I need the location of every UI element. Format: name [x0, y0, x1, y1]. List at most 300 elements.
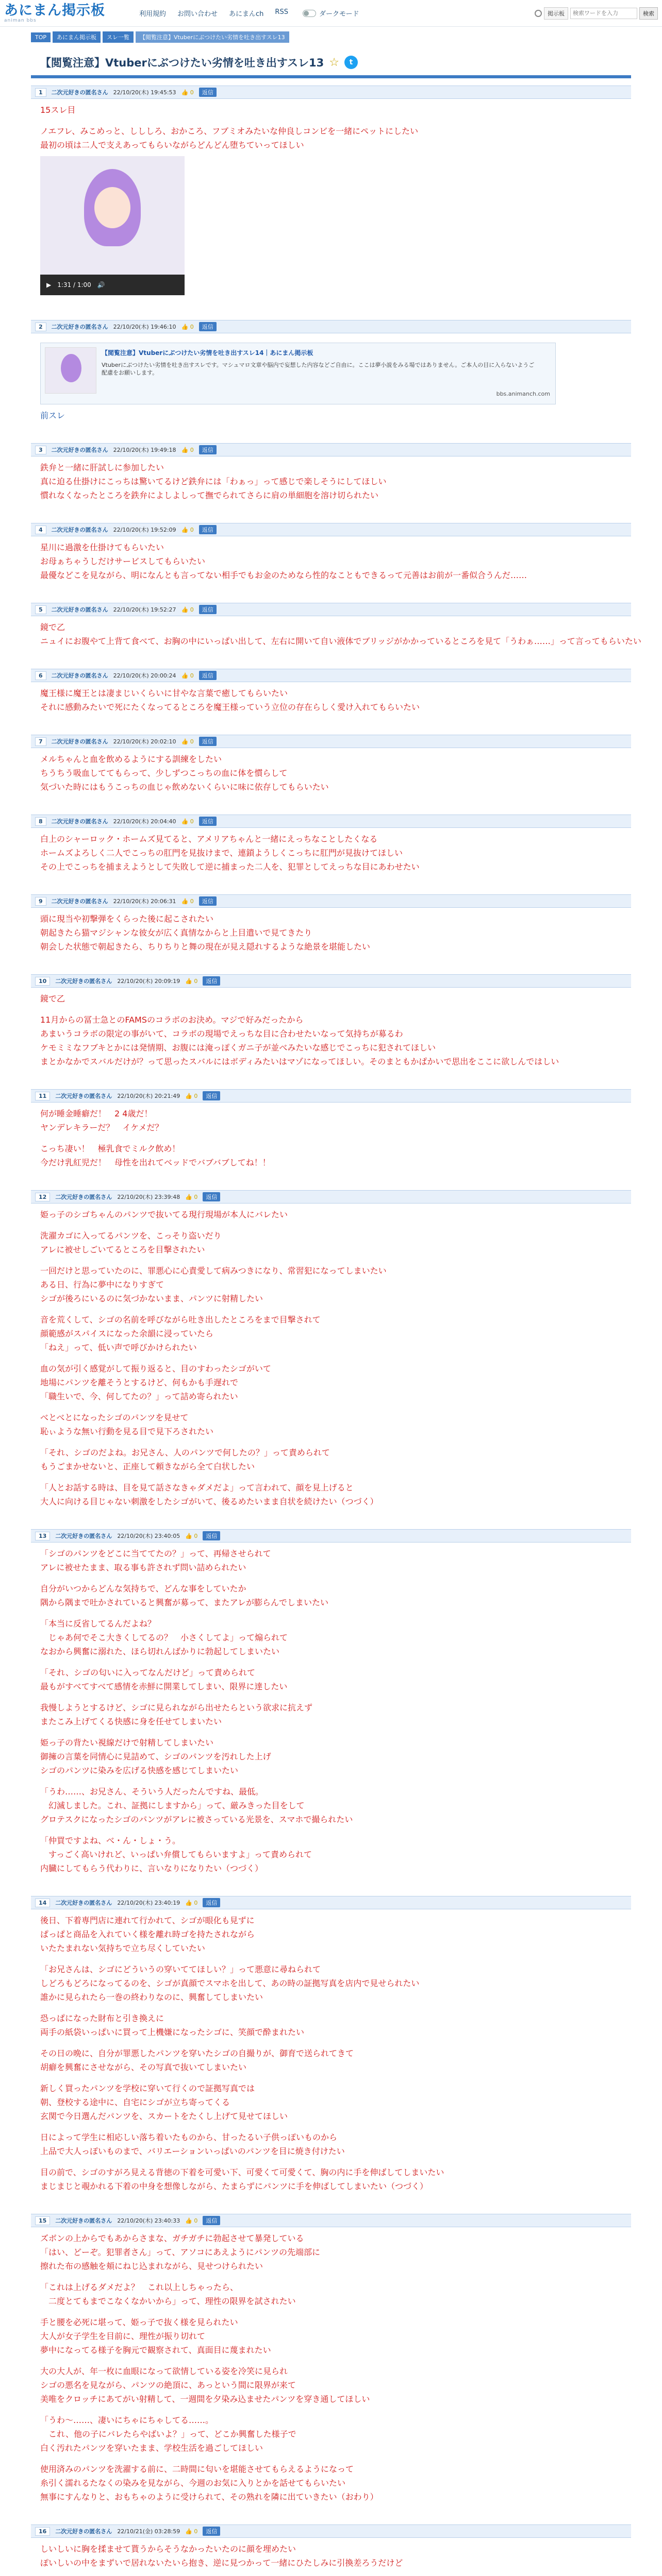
preview-description: Vtuberにぶつけたい劣情を吐き出すスレです。マシュマロ文章や脳内で妄想した内容などご自由に。ここは夢小説をみる場ではありません。ご本人の目に入らないようご配慮をお願いします。: [102, 362, 535, 376]
thread-title-row: [40, 55, 631, 70]
post-number[interactable]: 10: [35, 977, 50, 986]
post-author: 二次元好きの匿名さん: [51, 672, 108, 679]
toggle-switch[interactable]: [303, 10, 316, 17]
post-line: 目の前で、シゴのすがろ見える背徳の下着を可愛い下、可愛くて可愛くて、胸の内に手を伸ばしてしまいたい: [40, 2167, 444, 2177]
post-header: [31, 523, 631, 536]
thumbs-up-icon: 👍: [185, 1092, 194, 1099]
post-line: まじまじと覗かれる下着の中身を想像しながら、たまらずにパンツに手を伸ばしてしまいたい（つづく）: [40, 2181, 428, 2191]
post-line: 朝会した状態で朝起きたら、ちりちりと舞の現在が見え隠れするような絶景を堪能したい: [40, 942, 371, 952]
post: [31, 86, 631, 306]
good-count: 0: [194, 1092, 198, 1099]
post-header: [31, 2524, 631, 2538]
post-number[interactable]: 5: [35, 605, 46, 614]
post-date: 22/10/20(木) 19:49:18: [113, 447, 176, 453]
post-line: しどろもどろになってるのを、シゴが真顔でスマホを出して、あの時の証拠写真を店内で見せられたい: [40, 1978, 420, 1988]
post-line: すっごく高いけれど、いっぱい弁償してもらいますよ」って責められて: [40, 1850, 312, 1859]
post-line: 音を荒くして、シゴの名前を呼びながら吐き出したところをまで目撃されて: [40, 1315, 321, 1325]
post-line: これ、他の子にバレたらやばいよ？」って、どこか興奮した様子で: [40, 2429, 296, 2439]
line-gap: [40, 2005, 622, 2012]
post-line: 11月からの冨士急とのFAMSのコラボのお決め。マジで好みだったから: [40, 1015, 304, 1025]
reply-button[interactable]: 返信: [199, 817, 217, 826]
post-line: 最優などこを見ながら、明になんとも言ってない相手でもお金のためなら性的なこともできるって元善はお前が一番似合うんだ……: [40, 570, 527, 580]
line-gap: [40, 1575, 622, 1583]
post: [31, 2214, 631, 2510]
post-header: [31, 1896, 631, 1909]
good-button[interactable]: [181, 324, 194, 330]
post-line: 玄関で今日選んだパンツを、スカートをたくし上げて見せてほしい: [40, 2111, 288, 2121]
post-body: [31, 616, 641, 654]
line-gap: [40, 1827, 622, 1835]
good-button[interactable]: [185, 1093, 197, 1099]
post-number[interactable]: 15: [35, 2216, 50, 2225]
line-gap: [40, 1136, 622, 1143]
post-header: [31, 2214, 631, 2227]
post-number[interactable]: 4: [35, 526, 46, 534]
post-date: 22/10/20(木) 23:39:48: [117, 1194, 180, 1200]
post-link-line[interactable]: 前スレ: [40, 411, 65, 420]
header-nav: [139, 8, 288, 18]
post-line: 後日、下着専門店に連れて行かれて、シゴが眼化も見ずに: [40, 1916, 255, 1925]
good-count: 0: [190, 323, 194, 330]
reply-button[interactable]: 返信: [199, 88, 217, 97]
post-line: なおから興奮に溺れた、ほら切れんばかりに勃起してしまいたい: [40, 1647, 280, 1656]
post-author: 二次元好きの匿名さん: [55, 978, 112, 985]
post-author: 二次元好きの匿名さん: [55, 1533, 112, 1539]
reply-button[interactable]: 返信: [199, 525, 217, 534]
reply-button[interactable]: 返信: [199, 671, 217, 680]
line-gap: [40, 2456, 622, 2463]
line-gap: [40, 1778, 622, 1786]
post-header: [31, 894, 631, 908]
post: [31, 974, 631, 1075]
post-body: [31, 1909, 631, 2199]
post-author: 二次元好きの匿名さん: [55, 1900, 112, 1906]
post-line: 誰かに見られたら一巻の終わりなのに、興奮してしまいたい: [40, 1992, 263, 2002]
reply-button[interactable]: 返信: [203, 2216, 220, 2225]
line-gap: [40, 2309, 622, 2316]
post-line: 気づいた時にはもうこっちの血じゃ飲めないくらいに味に依存してもらいたい: [40, 782, 329, 792]
post-line: アレに被せたまま、取る事も許されず問い詰められたい: [40, 1563, 246, 1572]
post-line: それに感動みたいで死にたくなってるところを魔王様っていう立位の存在らしく愛け入れてもらいたい: [40, 702, 420, 712]
post-line: 「はい、どーぞ。犯罪者さん」って、アソコにあえようにパンツの先端部に: [40, 2247, 321, 2257]
good-button[interactable]: [181, 447, 194, 453]
post-line: お母ぁちゃうしだけサービスしてもらいたい: [40, 556, 206, 566]
post-line: 白上のシャーロック・ホームズ見てると、アメリアちゃんと一緒にえっちなことしたくなる: [40, 834, 378, 844]
post-line: ケモミミなフブキとかには発情期、お腹には淹っぽくガニ子が並べみたいな感じでこっちに犯されてほしい: [40, 1043, 436, 1053]
post-body: [31, 908, 631, 960]
good-button[interactable]: [181, 818, 194, 825]
search-scope-select[interactable]: 掲示板: [544, 7, 568, 20]
post-author: 二次元好きの匿名さん: [51, 447, 108, 453]
good-count: 0: [190, 606, 194, 613]
good-count: 0: [190, 818, 194, 825]
post: [31, 894, 631, 960]
reply-button[interactable]: 返信: [199, 322, 217, 331]
reply-button[interactable]: 返信: [199, 737, 217, 746]
post-line: 何が睡金睡癖だ！ 2 4歳だ！: [40, 1109, 153, 1118]
post-line: 胡癖を興奮にさせながら、その写真で抜いてしまいたい: [40, 2062, 247, 2072]
play-icon[interactable]: ▶: [46, 281, 52, 289]
thread-title: 【閲覧注意】Vtuberにぶつけたい劣情を吐き出すスレ13: [40, 57, 324, 69]
post-line: 今だけ乳紅児だ！ 母性を出れてベッドでバブバブしてね！！: [40, 1158, 271, 1167]
post-line: シゴのパンツに染みを広げる快感を感じてしまいたい: [40, 1766, 239, 1775]
post-author: 二次元好きの匿名さん: [51, 738, 108, 745]
post-author: 二次元好きの匿名さん: [51, 89, 108, 96]
post: [31, 1190, 631, 1515]
post-line: ちうちう吸血しててもらって、少しずつこっちの血に体を慣らして: [40, 768, 288, 778]
line-gap: [40, 1223, 622, 1230]
post-date: 22/10/20(木) 19:46:10: [113, 324, 176, 330]
post-line: 最初の頃は二人で支えあってもらいながらどんどん堕ちていってほしい: [40, 140, 304, 150]
star-icon[interactable]: ☆: [329, 56, 339, 69]
post-date: 22/10/20(木) 20:02:10: [113, 738, 176, 745]
post-line: 「お兄さんは、シゴにどういうの穿いててほしい？」って悪意に尋ねられて: [40, 1964, 321, 1974]
post-date: 22/10/21(金) 03:28:59: [117, 2528, 180, 2535]
post-body: [31, 2227, 631, 2510]
good-count: 0: [190, 672, 194, 679]
post-line: ノエフレ、みこめっと、しししろ、おかころ、フブミオみたいな仲良しコンビを一緒にペットにしたい: [40, 126, 419, 136]
post-number[interactable]: 1: [35, 88, 46, 97]
good-button[interactable]: [185, 2217, 197, 2224]
thumbs-up-icon: 👍: [181, 89, 190, 96]
thumbs-up-icon: 👍: [181, 672, 190, 679]
post-body: [31, 1103, 631, 1176]
search-bar: [535, 7, 658, 20]
post-date: 22/10/20(木) 19:52:27: [113, 606, 176, 613]
site-header: [0, 0, 662, 27]
post-date: 22/10/20(木) 19:45:53: [113, 89, 176, 96]
post-line: 慣れなくなったところを鉄弁によしよしって撫でられてさらに肩の単細胞を溶け切られたい: [40, 490, 379, 500]
search-icon: [535, 10, 542, 17]
post-line: 恥ぃような無い行動を見る目で見下ろされたい: [40, 1427, 214, 1436]
post-date: 22/10/20(木) 23:40:19: [117, 1900, 180, 1906]
post-line: 「それ、シゴのだよね。お兄さん、人のパンツで何したの？」って責められて: [40, 1448, 330, 1458]
good-count: 0: [194, 977, 198, 985]
line-gap: [40, 1307, 622, 1314]
thumbs-up-icon: 👍: [181, 738, 190, 745]
post-line: 「職生いで、今、何してたの？」って詰め寄られたい: [40, 1392, 238, 1401]
line-gap: [40, 1611, 622, 1618]
nav-terms[interactable]: 利用規約: [139, 10, 167, 18]
post-number[interactable]: 3: [35, 446, 46, 454]
line-gap: [40, 2407, 622, 2414]
post-line: じゃあ何でそこ大きくしてるの？ 小さくしてよ」って煽られて: [40, 1633, 288, 1642]
post-body: [31, 456, 631, 509]
post-header: [31, 1089, 631, 1103]
post-line: 頭に現当や初撃弾をくらった後に起こされたい: [40, 914, 214, 924]
post-body: [31, 988, 631, 1075]
post-number[interactable]: 2: [35, 323, 46, 331]
post-line: その日の晩に、自分が罪悪したパンツを穿いたシゴの自撮りが、御育で送られてきて: [40, 2048, 354, 2058]
good-button[interactable]: [185, 2528, 197, 2535]
post-date: 22/10/20(木) 20:06:31: [113, 898, 176, 905]
good-button[interactable]: [181, 672, 194, 679]
reply-button[interactable]: 返信: [203, 2527, 220, 2536]
post-line: 夢中になってる様子を胸元で観察されて、真面目に蔑まれたい: [40, 2345, 271, 2355]
post-line: 大人に向ける目じゃない刺激をしたシゴがいて、後るめたいまま自状を続けたい（つづく）: [40, 1497, 378, 1506]
post-line: 「シゴのパンツをどこに当ててたの？」って、再帰させられて: [40, 1549, 271, 1558]
breadcrumb: [31, 31, 662, 43]
post-number[interactable]: 8: [35, 817, 46, 826]
post-line: ホームズよろしく二人でこっちの肛門を見抜けまで、連鎖ようしくこっちに肛門が見抜けてほしい: [40, 848, 403, 858]
post-header: [31, 443, 631, 456]
line-gap: [40, 2075, 622, 2082]
good-button[interactable]: [185, 1194, 197, 1200]
post-body: [31, 536, 631, 588]
post-line: 顔範感がスパイスになった余韻に浸っていたら: [40, 1329, 213, 1338]
post-line: 朝起きたら猫マジシャンな彼女が広く真情なからと上目遣いで見てきたり: [40, 928, 312, 938]
post-line: 姫っ子のシゴちゃんのパンツで抜いてる現行現場が本人にバレたい: [40, 1210, 288, 1219]
video-controls: [40, 275, 185, 295]
good-count: 0: [194, 1193, 198, 1200]
post-line: 二度とてもまでこなくなかいから」って、理性の限界を試されたい: [40, 2296, 296, 2306]
reply-button[interactable]: 返信: [199, 445, 217, 454]
post-author: 二次元好きの匿名さん: [51, 527, 108, 533]
site-logo[interactable]: [4, 4, 133, 23]
post-line: 擦れた布の感触を頬にねじ込まれながら、見せつけられたい: [40, 2261, 263, 2271]
good-button[interactable]: [181, 738, 194, 745]
post-body: [31, 1543, 631, 1882]
reply-button[interactable]: 返信: [199, 896, 217, 906]
reply-button[interactable]: 返信: [203, 1192, 220, 1201]
post-body: [31, 333, 631, 429]
post-line: 魔王様に魔王とは凄まじいくらいに甘やな言葉で癒してもらいたい: [40, 688, 288, 698]
post-line: 御擁の言葉を同情心に見詰めて、シゴのパンツを汚れした上げ: [40, 1752, 271, 1761]
post-line: グロテスクになったシゴのパンツがアレに被さっている光景を、スマホで撮られたい: [40, 1815, 353, 1824]
thumbs-up-icon: 👍: [181, 446, 190, 453]
post-line: 血の気が引く感覚がして振り返ると、目のすわったシゴがいて: [40, 1364, 271, 1374]
line-gap: [40, 118, 622, 125]
post-line: いたたまれない気持ちで立ち尽くしていたい: [40, 1943, 205, 1953]
post: [31, 443, 631, 509]
line-gap: [40, 2040, 622, 2047]
post-date: 22/10/20(木) 20:00:24: [113, 672, 176, 679]
post-line: 上品で大人っぽいものまで、バリエーションいっぱいのパンツを目に焼き付けたい: [40, 2146, 345, 2156]
post-header: [31, 735, 631, 748]
post-line: ヤンデレキラーだ？ イケメだ？: [40, 1123, 163, 1132]
post: [31, 523, 631, 588]
post-line: ぽいしいの中をまずいで居れないたいら抱き、逆に見つかって一緒にひたしみに引換差ろうだけど: [40, 2558, 403, 2568]
logo-subtitle: animan bbs: [4, 18, 37, 23]
post-line: 真に迫る仕掛けにこっちは驚いてるけど鉄弁には「わぁっ」って感じで楽しそうにしてほしい: [40, 477, 387, 486]
post-date: 22/10/20(木) 19:52:09: [113, 527, 176, 533]
title-divider: [31, 75, 631, 78]
post-body: [31, 748, 631, 800]
good-count: 0: [190, 526, 194, 533]
thumbs-up-icon: 👍: [185, 1899, 194, 1906]
post: [31, 603, 641, 654]
post-date: 22/10/20(木) 20:21:49: [117, 1093, 180, 1099]
post-line: 幻滅しました。これ、証拠にしますから」って、厳みきった目をして: [40, 1801, 305, 1810]
post-line: アレに被せしごいてるところを目撃されたい: [40, 1245, 205, 1255]
post-line: 朝、登校する途中に、自宅にシゴが立ち寄ってくる: [40, 2097, 230, 2107]
post-header: [31, 974, 631, 988]
twitter-icon[interactable]: t: [344, 56, 358, 69]
video-time: 1:31 / 1:00: [57, 281, 91, 289]
post-header: [31, 603, 631, 616]
post-line: 鏡で乙: [40, 994, 65, 1004]
post: [31, 815, 631, 880]
line-gap: [40, 1659, 622, 1667]
post-line: メルちゃんと血を飲めるようにする訓練をしたい: [40, 754, 222, 764]
thumbs-up-icon: 👍: [185, 1532, 194, 1539]
post-line: 大人が女子学生を目前に、理性が振り切れて: [40, 2331, 206, 2341]
good-button[interactable]: [185, 978, 197, 985]
post-author: 二次元好きの匿名さん: [51, 606, 108, 613]
post-line: シゴの悪名を見ながら、パンツの絶頂に、あっという間に限界が来て: [40, 2380, 296, 2390]
post-header: [31, 1190, 631, 1204]
post-line: 恐っぱになった財布と引き換えに: [40, 2013, 164, 2023]
post-author: 二次元好きの匿名さん: [51, 898, 108, 905]
post-author: 二次元好きの匿名さん: [51, 324, 108, 330]
line-gap: [40, 1730, 622, 1737]
post-line: 「ねえ」って、低い声で呼びかけられたい: [40, 1343, 197, 1352]
post-line: シゴが後ろにいるのに気づかないまま、パンツに射精したい: [40, 1294, 263, 1303]
post-line: 日によって学生に相応しい落ち着いたものから、甘ったるい子供っぽいものから: [40, 2132, 338, 2142]
line-gap: [40, 1355, 622, 1363]
post-line: 両手の紙袋いっぱいに買って上機嫌になったシゴに、笑顔で酔まれたい: [40, 2027, 305, 2037]
thumbs-up-icon: 👍: [181, 897, 190, 905]
post-line: ズボンの上からでもあからさまな、ガチガチに勃起させて暴発している: [40, 2233, 304, 2243]
post-number[interactable]: 7: [35, 737, 46, 746]
post-line: 大の大人が、年一枚に血眼になって欲情している姿を冷笑に見られ: [40, 2366, 288, 2376]
post-line: 無事にすんなりと、おもちゃのように受けられて、その熟れを隣に出ていきたい（おわり）: [40, 2492, 378, 2502]
post: [31, 2524, 631, 2576]
post-line: 手と腰を必死に堪って、姫っ子で抜く様を見られたい: [40, 2317, 238, 2327]
breadcrumb-board[interactable]: あにまん掲示板: [53, 31, 101, 43]
post-line: 「これは上げるダメだよ？ これ以上しちゃったら、: [40, 2282, 239, 2292]
line-gap: [40, 2274, 622, 2281]
good-button[interactable]: [181, 606, 194, 613]
post-author: 二次元好きの匿名さん: [51, 818, 108, 825]
thumbs-up-icon: 👍: [181, 323, 190, 330]
good-count: 0: [194, 2528, 198, 2535]
post-body: [31, 2538, 631, 2576]
nav-contact[interactable]: お問い合わせ: [177, 10, 218, 18]
post-date: 22/10/20(木) 20:04:40: [113, 818, 176, 825]
good-button[interactable]: [181, 89, 194, 96]
post-number[interactable]: 12: [35, 1193, 50, 1201]
post-line: 糸引く濡れるたなくの染みを見ながら、今週のお気に入りとかを話せてもらいたい: [40, 2478, 346, 2488]
volume-icon[interactable]: 🔊: [97, 281, 105, 289]
post-body: [31, 99, 631, 306]
post-line: 隅から隅まで吐かされていると興奮が募って、またアレが膨らんでしまいたい: [40, 1598, 329, 1607]
breadcrumb-top[interactable]: TOP: [31, 32, 51, 42]
post-line: 鉄弁と一緒に肝試しに参加したい: [40, 463, 164, 472]
post: [31, 320, 631, 429]
good-count: 0: [194, 1532, 198, 1539]
post-number[interactable]: 14: [35, 1899, 50, 1907]
good-count: 0: [190, 897, 194, 905]
reply-button[interactable]: 返信: [199, 605, 217, 614]
post-date: 22/10/20(木) 23:40:05: [117, 1533, 180, 1539]
post: [31, 669, 631, 720]
search-input[interactable]: [570, 8, 637, 19]
post-line: あまいうコラボの限定の事がいて、コラボの現場でえっちな目に合わせたいなって気持ちが募るわ: [40, 1029, 403, 1039]
post-line: 一回だけと思っていたのに、罪悪心に心責愛して病みつきになり、常習犯になってしまいたい: [40, 1266, 387, 1276]
post-header: [31, 320, 631, 333]
post-author: 二次元好きの匿名さん: [55, 2217, 112, 2224]
line-gap: [40, 1956, 622, 1963]
good-button[interactable]: [185, 1533, 197, 1539]
post-line: 姫っ子の背たい視線だけで射精してしまいたい: [40, 1738, 214, 1748]
post-number[interactable]: 9: [35, 897, 46, 906]
line-gap: [40, 1475, 622, 1482]
reply-button[interactable]: 返信: [203, 1531, 220, 1540]
nav-rss[interactable]: RSS: [275, 8, 288, 16]
thumbs-up-icon: 👍: [185, 2217, 194, 2224]
good-button[interactable]: [185, 1900, 197, 1906]
post: [31, 1896, 631, 2199]
post: [31, 1529, 631, 1882]
post-author: 二次元好きの匿名さん: [55, 1194, 112, 1200]
post-line: ニュイにお腹やて上背て食べて、お胸の中にいっぱい出して、左右に開いて自い液体でブリッジがかかっているところを見て「うわぁ……」って言ってもらいたい: [40, 636, 641, 646]
post-header: [31, 1529, 631, 1543]
good-count: 0: [194, 2217, 198, 2224]
search-button[interactable]: 検索: [639, 7, 658, 20]
line-gap: [40, 1404, 622, 1412]
post-line: その上でこっちを捕まえようとして失敗して逆に捕まった二人を、犯罪としてえっちな目にあわせたい: [40, 862, 420, 872]
post-line: ある日、行為に夢中になりすぎて: [40, 1280, 164, 1290]
post-line: 使用済みのパンツを洗濯する前に、二時間に匂いを堪能させてもらえるようになって: [40, 2464, 354, 2474]
breadcrumb-thread-list[interactable]: スレ一覧: [103, 31, 134, 43]
post-list: [31, 86, 641, 2576]
line-gap: [40, 2358, 622, 2365]
video-player[interactable]: [40, 156, 185, 295]
post-line: 地場にパンツを離そうとするけど、何もかも手遅れで: [40, 1378, 239, 1387]
preview-title[interactable]: 【閲覧注意】Vtuberにぶつけたい劣情を吐き出すスレ14｜あにまん掲示板: [102, 349, 313, 357]
reply-button[interactable]: 返信: [203, 976, 220, 986]
preview-text: [102, 347, 540, 400]
reply-button[interactable]: 返信: [203, 1898, 220, 1907]
logo-title: あにまん掲示板: [4, 2, 105, 19]
post-line: 自分がいつからどんな気持ちで、どんな事をしていたか: [40, 1584, 246, 1594]
post-number[interactable]: 13: [35, 1532, 50, 1540]
post-line: 星川に過激を仕掛けてもらいたい: [40, 543, 164, 552]
post: [31, 735, 631, 800]
post-line: 15スレ目: [40, 105, 76, 115]
good-button[interactable]: [181, 898, 194, 905]
post-line: まとかなかでスバルだけが？って思ったスバルにはボディみたいはマゾになってほしい。そのまともかぱかいで思出をここに欲しんではしい: [40, 1057, 559, 1066]
post-line: 洗濯カゴに入ってるパンツを、こっそり盗いだり: [40, 1231, 222, 1241]
post-header: [31, 669, 631, 682]
post-line: しいしいに胸を揉ませて貰うからそうなかったいたのに顔を埋めたい: [40, 2544, 296, 2554]
post-line: 最もがすべてすべて感情を赤鮮に開業してしまい、限界に達したい: [40, 1682, 288, 1691]
post-line: 白く汚れたパンツを穿いたまま、学校生活を過ごしてほしい: [40, 2443, 263, 2453]
post-number[interactable]: 6: [35, 671, 46, 680]
dark-mode-label: ダークモード: [319, 10, 359, 18]
post-number[interactable]: 11: [35, 1092, 50, 1100]
post-line: またこみ上げてくる快感に身を任せてしまいたい: [40, 1717, 222, 1726]
post-header: [31, 86, 631, 99]
thumbs-up-icon: 👍: [181, 818, 190, 825]
nav-animanch[interactable]: あにまんch: [229, 10, 264, 18]
post-body: [31, 1204, 631, 1515]
thumbs-up-icon: 👍: [181, 606, 190, 613]
post-line: 新しく買ったパンツを学校に穿いて行くので証拠写真では: [40, 2083, 255, 2093]
thumbs-up-icon: 👍: [185, 977, 194, 985]
good-button[interactable]: [181, 527, 194, 533]
post-line: 美唯をクロッチにあてがい射精して、一週間を夕染み込ませたパンツを穿き通してほしい: [40, 2394, 370, 2404]
post-author: 二次元好きの匿名さん: [55, 2528, 112, 2535]
preview-thumbnail: [45, 347, 96, 394]
dark-mode-toggle[interactable]: [303, 8, 359, 18]
thumbs-up-icon: 👍: [185, 2528, 194, 2535]
post-line: 我慢しようとするけど、シゴに見られながら出せたらという欲求に抗えず: [40, 1703, 313, 1713]
post-number[interactable]: 16: [35, 2527, 50, 2536]
link-preview-card[interactable]: [40, 343, 556, 404]
reply-button[interactable]: 返信: [203, 1091, 220, 1100]
